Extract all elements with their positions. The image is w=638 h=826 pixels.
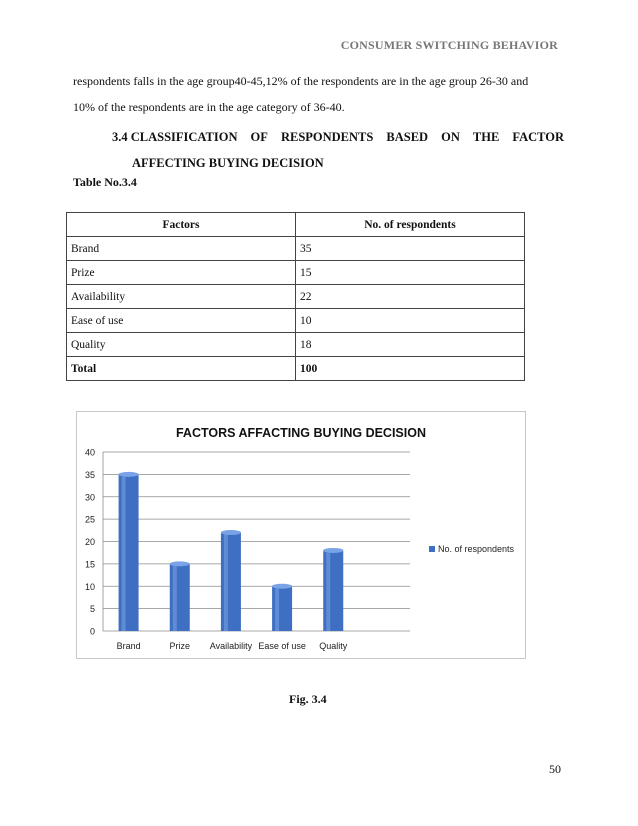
table-cell-count: 15 <box>296 261 525 285</box>
bar-chart-svg <box>77 412 525 658</box>
section-heading-line-2: AFFECTING BUYING DECISION <box>132 156 324 170</box>
x-tick-label: Prize <box>169 641 191 651</box>
bar-cap <box>221 530 241 535</box>
bar-chart <box>76 411 526 659</box>
x-tick-label: Availability <box>209 641 253 651</box>
section-heading-word: RESPONDENTS <box>280 130 374 144</box>
table-row <box>67 237 525 261</box>
bar-highlight <box>326 552 330 631</box>
section-heading-word: BASED <box>386 130 429 144</box>
table-header-row <box>67 213 525 237</box>
y-tick-label: 15 <box>84 559 95 570</box>
section-heading-line-1 <box>112 124 564 150</box>
table-cell-count: 22 <box>296 285 525 309</box>
bar-cap <box>323 548 343 553</box>
table-row <box>67 309 525 333</box>
section-heading-word: FACTOR <box>512 130 564 144</box>
paragraph-line-2: 10% of the respondents are in the age category of 36-40. <box>73 100 345 114</box>
x-tick-label: Brand <box>116 641 141 651</box>
table-label: Table No.3.4 <box>73 175 137 189</box>
y-tick-label: 30 <box>84 492 95 503</box>
page-number: 50 <box>549 762 561 776</box>
table-header-respondents: No. of respondents <box>296 213 525 237</box>
table-row <box>67 285 525 309</box>
figure-caption: Fig. 3.4 <box>289 692 327 706</box>
table-cell-factor: Brand <box>67 237 296 261</box>
bar-cap <box>272 584 292 589</box>
table-row-total <box>67 357 525 381</box>
y-tick-label: 40 <box>84 447 95 458</box>
legend-swatch <box>429 546 435 552</box>
bar-highlight <box>173 566 177 631</box>
section-heading-word: ON <box>441 130 460 144</box>
chart-title: FACTORS AFFACTING BUYING DECISION <box>175 426 427 440</box>
table-cell-factor: Ease of use <box>67 309 296 333</box>
y-tick-label: 25 <box>84 514 95 525</box>
y-tick-label: 35 <box>84 469 95 480</box>
y-tick-label: 0 <box>89 626 95 637</box>
table-cell-factor: Quality <box>67 333 296 357</box>
table-header-factors: Factors <box>67 213 296 237</box>
bar-cap <box>170 561 190 566</box>
section-heading <box>112 124 564 176</box>
bar <box>272 586 292 631</box>
section-heading-word: OF <box>250 130 268 144</box>
y-tick-label: 5 <box>89 604 95 615</box>
y-tick-label: 10 <box>84 581 95 592</box>
table-cell-count: 35 <box>296 237 525 261</box>
bar-cap <box>119 472 139 477</box>
x-tick-label: Ease of use <box>258 641 306 651</box>
table-cell-count: 100 <box>296 357 525 381</box>
section-heading-word: 3.4 CLASSIFICATION <box>112 130 238 144</box>
bar-highlight <box>122 476 126 631</box>
x-tick-label: Quality <box>319 641 348 651</box>
bar <box>119 474 139 631</box>
table-row <box>67 261 525 285</box>
table-cell-factor: Total <box>67 357 296 381</box>
section-heading-word: THE <box>472 130 500 144</box>
paragraph-line-1: respondents falls in the age group40-45,12% of the respondents are in the age group 26-30 and <box>73 74 529 88</box>
bar-highlight <box>275 588 279 631</box>
factors-table <box>66 212 525 381</box>
table-cell-count: 10 <box>296 309 525 333</box>
table-cell-factor: Availability <box>67 285 296 309</box>
bar-highlight <box>224 535 228 631</box>
table-row <box>67 333 525 357</box>
table-cell-count: 18 <box>296 333 525 357</box>
y-tick-label: 20 <box>84 537 95 547</box>
running-header: CONSUMER SWITCHING BEHAVIOR <box>340 38 558 52</box>
table-cell-factor: Prize <box>67 261 296 285</box>
legend-label: No. of respondents <box>438 544 515 554</box>
